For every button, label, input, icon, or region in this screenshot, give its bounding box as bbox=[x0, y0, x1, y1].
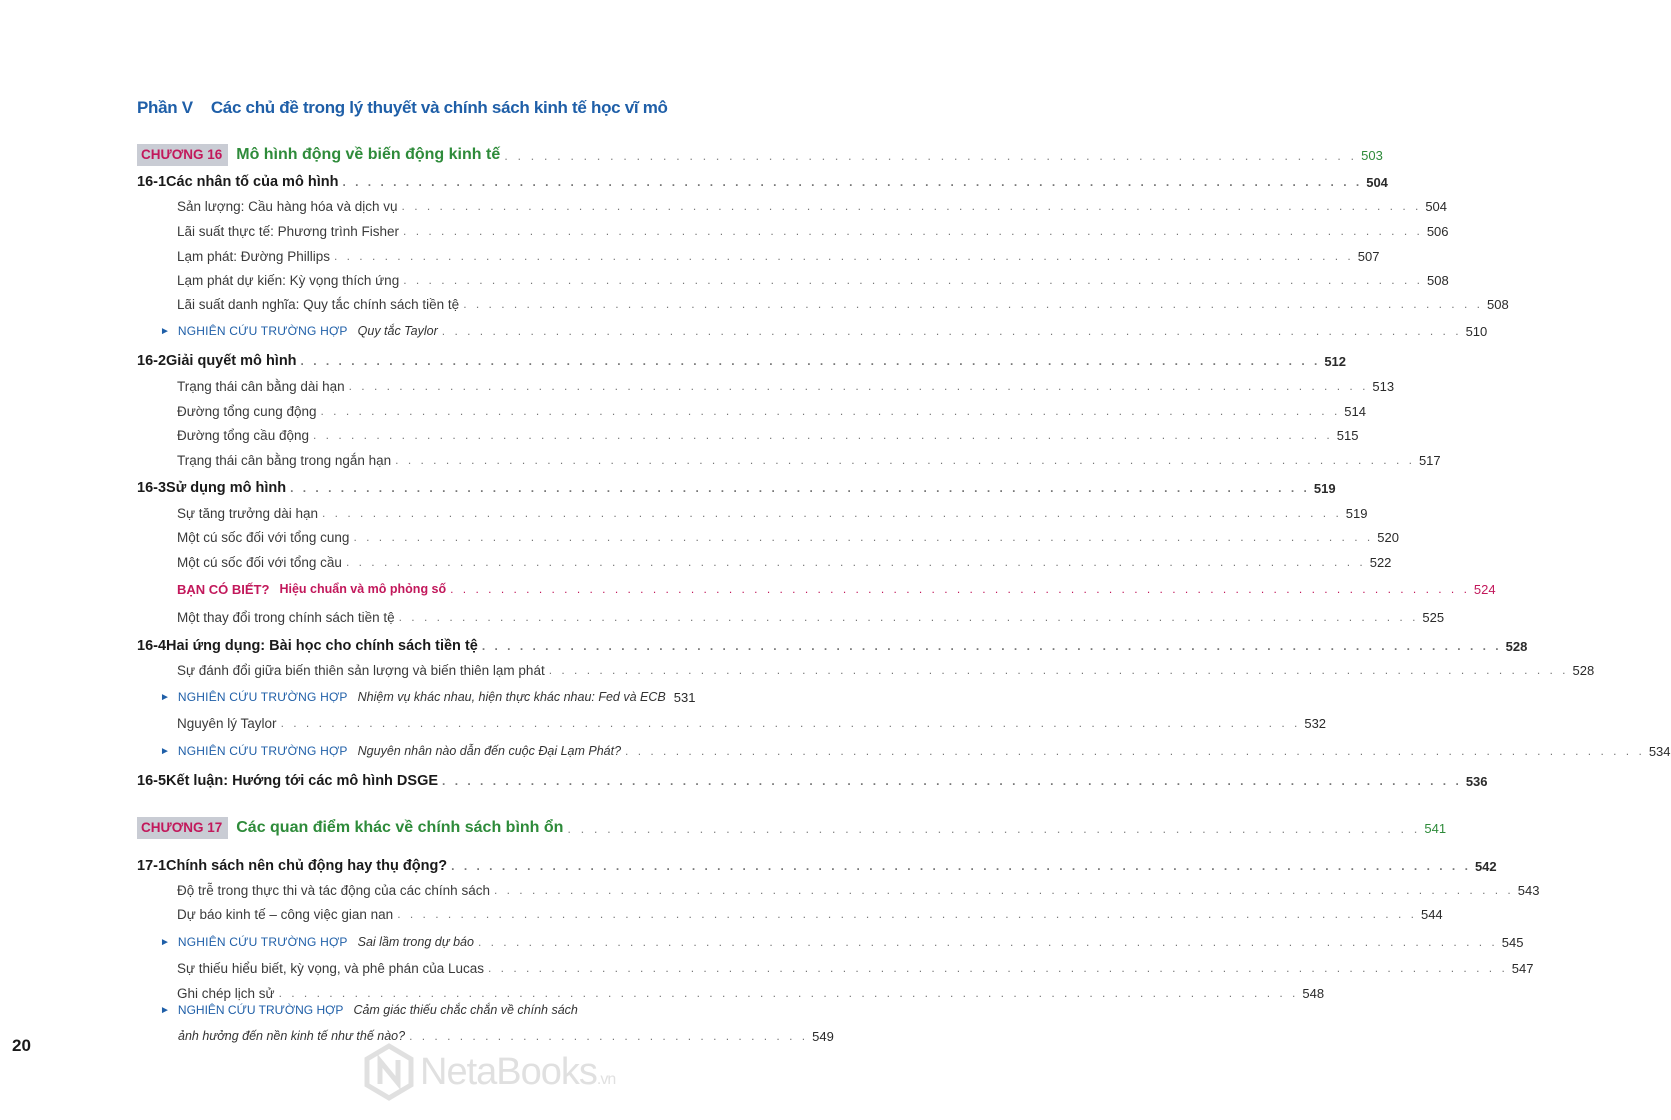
subsection-title: Một cú sốc đối với tổng cung bbox=[177, 529, 350, 545]
dot-leader bbox=[399, 610, 1419, 624]
subsection-title: Một cú sốc đối với tổng cầu bbox=[177, 554, 342, 570]
section-number: 16-3 bbox=[137, 480, 167, 496]
case-study-label: NGHIÊN CỨU TRƯỜNG HỢP bbox=[177, 744, 348, 758]
chapter-badge: CHƯƠNG 17 bbox=[137, 817, 228, 839]
hexagon-logo-icon bbox=[364, 1044, 414, 1100]
toc-subsection-entry[interactable] bbox=[177, 552, 1392, 572]
toc-section-entry[interactable] bbox=[137, 856, 1497, 876]
section-title: Hai ứng dụng: Bài học cho chính sách tiền tệ bbox=[166, 638, 478, 654]
toc-section-entry[interactable] bbox=[137, 172, 1388, 192]
toc-subsection-entry[interactable] bbox=[177, 246, 1380, 266]
dot-leader bbox=[353, 530, 1373, 544]
entry-page: 507 bbox=[1357, 248, 1380, 264]
subsection-title: Trạng thái cân bằng trong ngắn hạn bbox=[177, 452, 392, 468]
dot-leader bbox=[478, 935, 1498, 949]
toc-section-entry[interactable] bbox=[137, 351, 1347, 371]
dot-leader bbox=[281, 716, 1301, 730]
toc-subsection-entry[interactable] bbox=[177, 503, 1368, 523]
section-number: 17-1 bbox=[137, 858, 167, 874]
toc-section-entry[interactable] bbox=[137, 478, 1336, 498]
case-study-title: Nhiệm vụ khác nhau, hiện thực khác nhau: Fed và ECB bbox=[357, 690, 666, 704]
toc-subsection-entry[interactable] bbox=[177, 376, 1395, 396]
chapter-title: Mô hình động về biến động kinh tế bbox=[236, 146, 501, 163]
subsection-title: Ghi chép lịch sử bbox=[177, 985, 275, 1001]
dot-leader bbox=[403, 224, 1423, 238]
section-title: Các nhân tố của mô hình bbox=[166, 174, 339, 190]
dot-leader bbox=[279, 986, 1299, 1000]
section-title: Sử dụng mô hình bbox=[166, 480, 287, 496]
entry-page: 536 bbox=[1465, 773, 1488, 789]
toc-section-entry[interactable] bbox=[137, 636, 1528, 656]
dot-leader bbox=[402, 199, 1422, 213]
toc-subsection-entry[interactable] bbox=[177, 660, 1595, 680]
entry-page: 504 bbox=[1366, 174, 1388, 190]
chapter-badge: CHƯƠNG 16 bbox=[137, 144, 228, 166]
page-number: 20 bbox=[12, 1036, 31, 1055]
toc-did-you-know-entry[interactable] bbox=[177, 579, 1496, 599]
dot-leader: . . . . . . . . . . . . . . . . . . . . . . . . . . . . . . . . bbox=[409, 1029, 809, 1043]
case-study-label: NGHIÊN CỨU TRƯỜNG HỢP bbox=[177, 1003, 344, 1017]
toc-subsection-entry[interactable] bbox=[177, 425, 1359, 445]
entry-page: 544 bbox=[1420, 906, 1443, 922]
dot-leader bbox=[482, 639, 1502, 653]
dot-leader bbox=[322, 506, 1342, 520]
entry-page: 515 bbox=[1336, 427, 1359, 443]
entry-page: 520 bbox=[1377, 529, 1399, 545]
case-study-label: NGHIÊN CỨU TRƯỜNG HỢP bbox=[177, 935, 348, 949]
dot-leader bbox=[342, 175, 1362, 189]
toc-section-entry[interactable] bbox=[137, 771, 1488, 791]
section-title: Kết luận: Hướng tới các mô hình DSGE bbox=[166, 773, 439, 789]
toc-case-study-entry[interactable] bbox=[160, 932, 1524, 952]
dot-leader bbox=[625, 744, 1645, 758]
entry-page: 508 bbox=[1426, 272, 1449, 288]
entry-page: 543 bbox=[1517, 882, 1540, 898]
subsection-title: Sự đánh đổi giữa biến thiên sản lượng và biến thiên lạm phát bbox=[177, 662, 545, 678]
entry-page: 510 bbox=[1465, 323, 1488, 339]
dot-leader bbox=[549, 663, 1569, 677]
toc-case-study-entry[interactable] bbox=[160, 321, 1488, 341]
subsection-title: Dự báo kinh tế – công việc gian nan bbox=[177, 906, 394, 922]
entry-page: 525 bbox=[1422, 609, 1445, 625]
dot-leader bbox=[349, 379, 1369, 393]
case-study-label: NGHIÊN CỨU TRƯỜNG HỢP bbox=[177, 690, 348, 704]
subsection-title: Lạm phát: Đường Phillips bbox=[177, 248, 330, 264]
dot-leader bbox=[450, 582, 1470, 596]
toc-case-study-entry[interactable] bbox=[160, 741, 1671, 761]
watermark-suffix: .vn bbox=[596, 1070, 616, 1088]
entry-page: 519 bbox=[1345, 505, 1368, 521]
dot-leader bbox=[567, 821, 1420, 836]
toc-subsection-entry[interactable] bbox=[177, 450, 1441, 470]
dot-leader bbox=[301, 354, 1321, 368]
entry-page: 534 bbox=[1648, 743, 1671, 759]
case-study-title-line2: ảnh hưởng đến nền kinh tế như thế nào? bbox=[178, 1029, 406, 1043]
entry-page: 545 bbox=[1501, 934, 1524, 950]
triangle-right-icon: ► bbox=[160, 691, 170, 703]
toc-subsection-entry[interactable] bbox=[177, 196, 1448, 216]
chapter-page: 503 bbox=[1361, 147, 1383, 163]
triangle-right-icon: ► bbox=[160, 325, 170, 337]
entry-page: 504 bbox=[1425, 198, 1448, 214]
subsection-title: Lạm phát dự kiến: Kỳ vọng thích ứng bbox=[177, 272, 400, 288]
dot-leader bbox=[395, 453, 1415, 467]
entry-page: 531 bbox=[673, 689, 696, 705]
case-study-title: Nguyên nhân nào dẫn đến cuộc Đại Lạm Phát? bbox=[357, 744, 622, 758]
entry-page: 524 bbox=[1473, 581, 1496, 597]
entry-page: 528 bbox=[1505, 638, 1528, 654]
dot-leader bbox=[397, 907, 1417, 921]
watermark bbox=[364, 1044, 615, 1100]
chapter-page: 541 bbox=[1424, 820, 1447, 836]
section-number: 16-4 bbox=[137, 638, 167, 654]
triangle-right-icon: ► bbox=[160, 1004, 170, 1016]
dot-leader bbox=[403, 273, 1423, 287]
subsection-title: Sản lượng: Cầu hàng hóa và dịch vụ bbox=[177, 198, 398, 214]
subsection-title: Lãi suất thực tế: Phương trình Fisher bbox=[177, 223, 400, 239]
toc-subsection-entry[interactable] bbox=[177, 607, 1445, 627]
dot-leader bbox=[504, 148, 1357, 163]
case-study-title: Quy tắc Taylor bbox=[357, 324, 438, 338]
dot-leader bbox=[488, 961, 1508, 975]
dot-leader bbox=[334, 249, 1354, 263]
subsection-title: Lãi suất danh nghĩa: Quy tắc chính sách tiền tệ bbox=[177, 296, 460, 312]
case-study-label: NGHIÊN CỨU TRƯỜNG HỢP bbox=[177, 324, 348, 338]
entry-page: 542 bbox=[1474, 858, 1497, 874]
entry-page: 513 bbox=[1372, 378, 1395, 394]
chapter-title: Các quan điểm khác về chính sách bình ổn bbox=[236, 819, 564, 836]
triangle-right-icon: ► bbox=[160, 745, 170, 757]
chapter-16-heading[interactable] bbox=[137, 144, 1383, 166]
entry-page: 512 bbox=[1324, 353, 1347, 369]
toc-subsection-entry[interactable] bbox=[177, 713, 1327, 733]
entry-page: 547 bbox=[1511, 960, 1534, 976]
subsection-title: Một thay đổi trong chính sách tiền tệ bbox=[177, 609, 395, 625]
subsection-title: Trạng thái cân bằng dài hạn bbox=[177, 378, 345, 394]
dot-leader bbox=[321, 404, 1341, 418]
part-number: Phần V bbox=[137, 98, 193, 117]
toc-case-study-entry[interactable] bbox=[160, 687, 696, 707]
entry-page: 508 bbox=[1486, 296, 1509, 312]
subsection-title: Đường tổng cầu động bbox=[177, 427, 309, 443]
entry-page: 532 bbox=[1304, 715, 1327, 731]
section-number: 16-1 bbox=[137, 174, 167, 190]
toc-subsection-entry[interactable] bbox=[177, 527, 1399, 547]
watermark-brand: NetaBooks bbox=[420, 1050, 597, 1093]
dot-leader bbox=[313, 428, 1333, 442]
section-number: 16-2 bbox=[137, 353, 167, 369]
toc-subsection-entry[interactable] bbox=[177, 958, 1534, 978]
did-you-know-label: BẠN CÓ BIẾT? bbox=[177, 581, 270, 597]
dot-leader bbox=[290, 481, 1310, 495]
entry-page: 517 bbox=[1418, 452, 1441, 468]
subsection-title: Đường tổng cung động bbox=[177, 403, 317, 419]
did-you-know-title: Hiệu chuẩn và mô phỏng số bbox=[279, 582, 447, 596]
dot-leader bbox=[442, 324, 1462, 338]
section-title: Chính sách nên chủ động hay thụ động? bbox=[166, 858, 448, 874]
entry-page: 506 bbox=[1426, 223, 1449, 239]
section-title: Giải quyết mô hình bbox=[166, 353, 297, 369]
dot-leader bbox=[463, 297, 1483, 311]
toc-subsection-entry[interactable] bbox=[177, 221, 1449, 241]
part-title: Các chủ đề trong lý thuyết và chính sách kinh tế học vĩ mô bbox=[210, 98, 668, 117]
entry-page: 549 bbox=[812, 1028, 834, 1044]
chapter-17-heading[interactable] bbox=[137, 817, 1447, 839]
dot-leader bbox=[346, 555, 1366, 569]
entry-page: 519 bbox=[1313, 480, 1336, 496]
triangle-right-icon: ► bbox=[160, 936, 170, 948]
part-heading bbox=[137, 98, 668, 118]
subsection-title: Sự tăng trưởng dài hạn bbox=[177, 505, 319, 521]
case-study-title-line1: Cảm giác thiếu chắc chắn về chính sách bbox=[353, 1003, 578, 1017]
case-study-title: Sai lầm trong dự báo bbox=[357, 935, 474, 949]
entry-page: 514 bbox=[1344, 403, 1366, 419]
toc-subsection-entry[interactable] bbox=[177, 294, 1509, 314]
section-number: 16-5 bbox=[137, 773, 167, 789]
toc-subsection-entry[interactable] bbox=[177, 880, 1540, 900]
entry-page: 548 bbox=[1302, 985, 1325, 1001]
entry-page: 522 bbox=[1369, 554, 1392, 570]
toc-case-study-entry[interactable] bbox=[160, 1000, 834, 1046]
toc-subsection-entry[interactable] bbox=[177, 401, 1366, 421]
dot-leader bbox=[494, 883, 1514, 897]
subsection-title: Độ trễ trong thực thi và tác động của các chính sách bbox=[177, 882, 490, 898]
entry-page: 528 bbox=[1572, 662, 1595, 678]
toc-subsection-entry[interactable] bbox=[177, 270, 1449, 290]
toc-subsection-entry[interactable] bbox=[177, 904, 1443, 924]
subsection-title: Nguyên lý Taylor bbox=[177, 715, 277, 731]
dot-leader bbox=[442, 774, 1462, 788]
dot-leader bbox=[451, 859, 1471, 873]
subsection-title: Sự thiếu hiểu biết, kỳ vọng, và phê phán của Lucas bbox=[177, 960, 484, 976]
